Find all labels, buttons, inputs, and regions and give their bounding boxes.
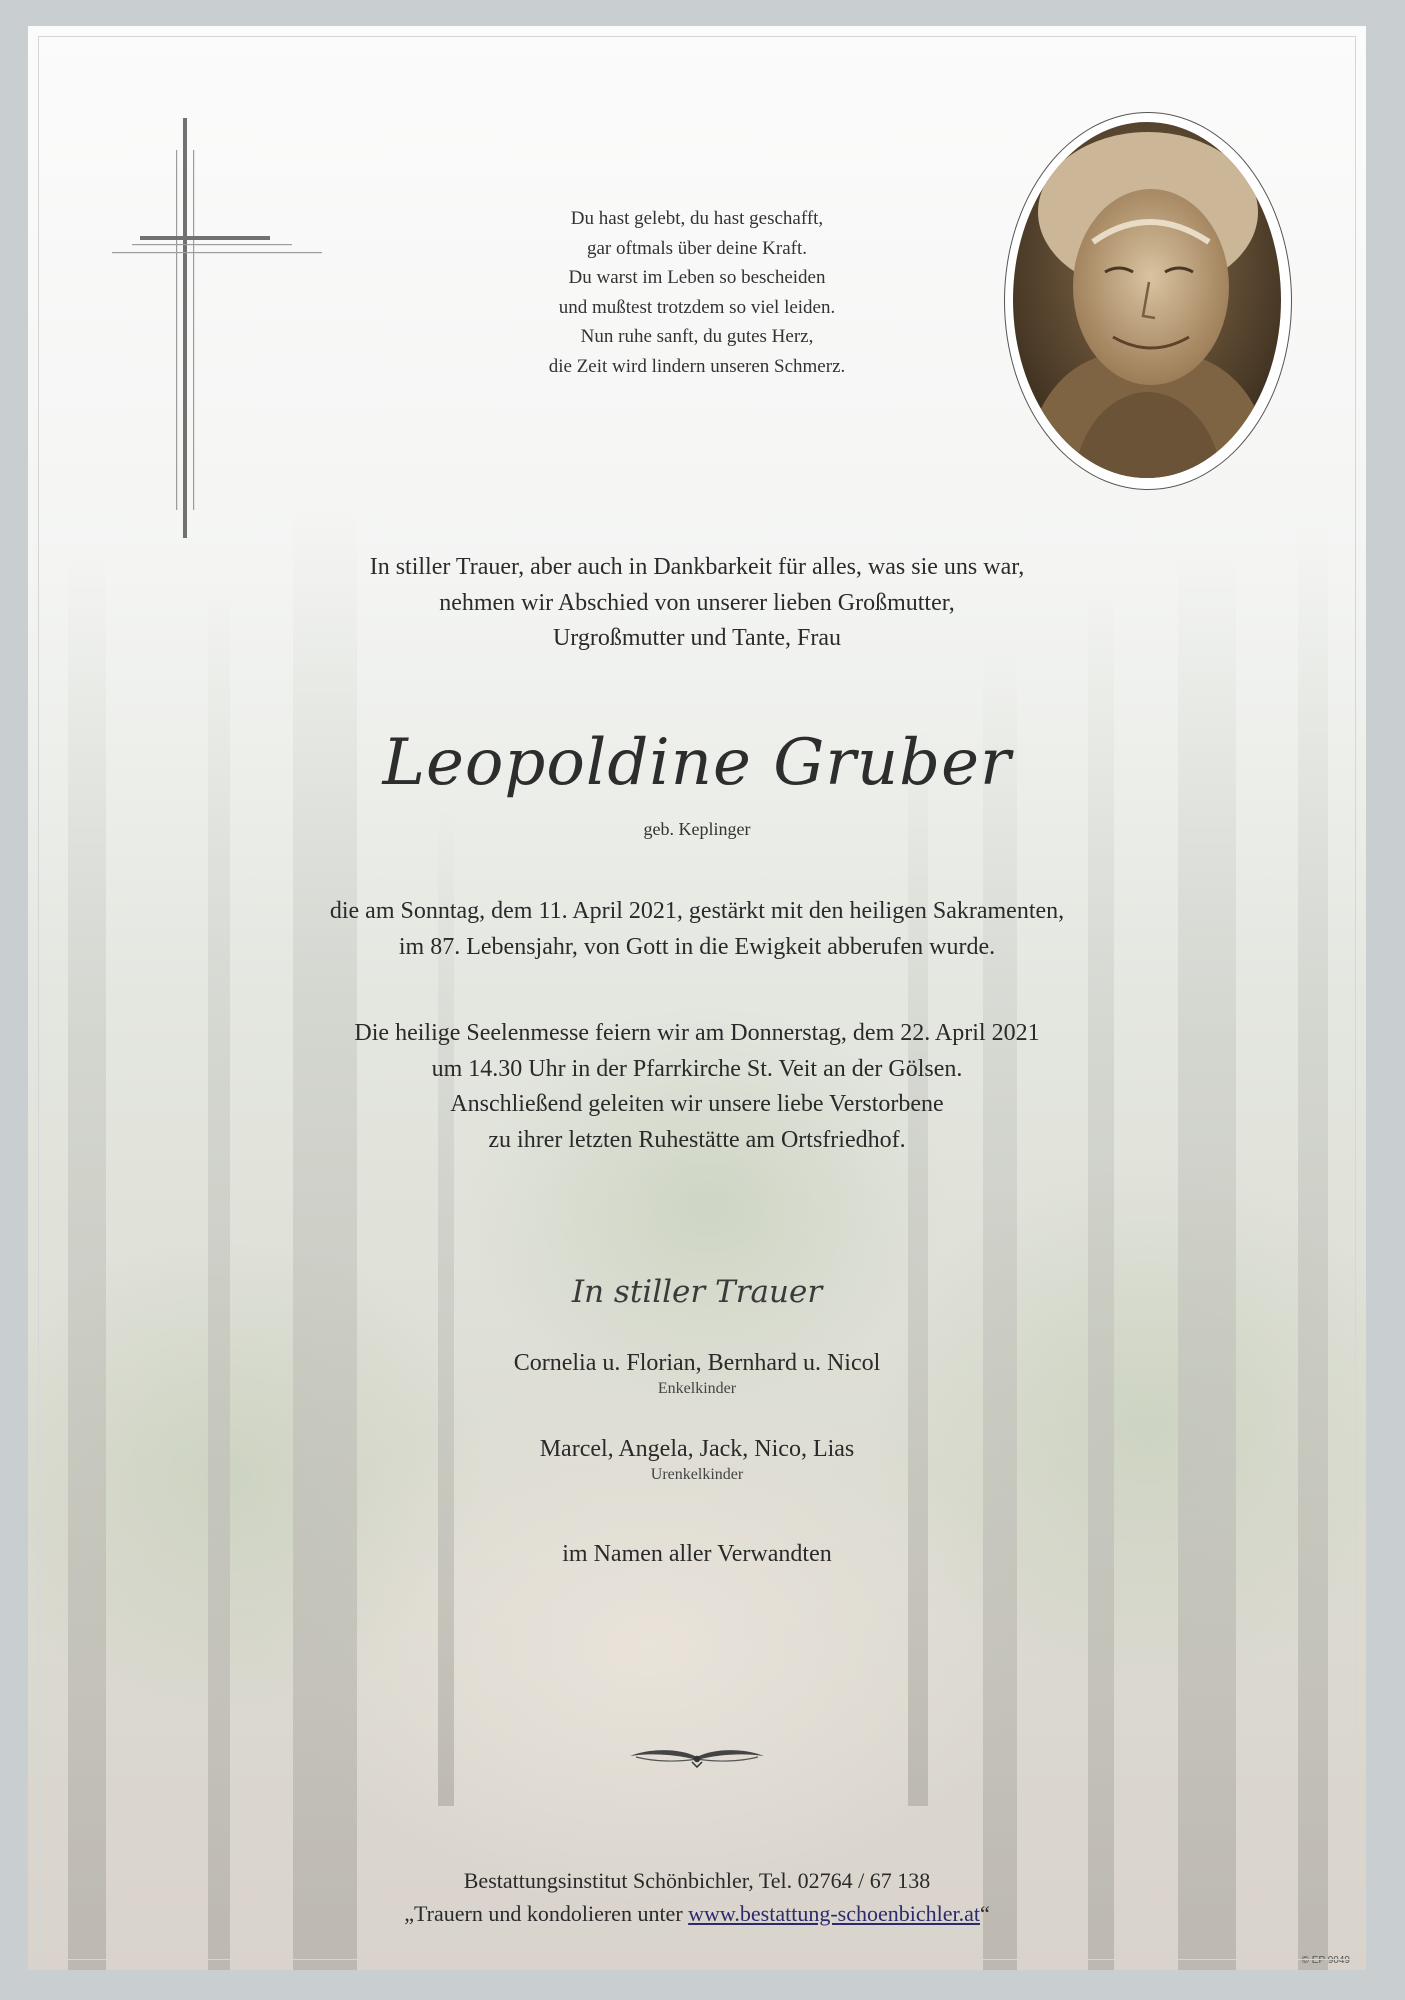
poem-line: und mußtest trotzdem so viel leiden. [558,296,836,318]
intro-line: In stiller Trauer, aber auch in Dankbarkeit für alles, was sie uns war, [369,554,1025,580]
condolence-line [28,1897,1366,1930]
funeral-line: um 14.30 Uhr in der Pfarrkirche St. Veit an der Gölsen. [431,1055,963,1082]
funeral-home-contact: Bestattungsinstitut Schönbichler, Tel. 02764 / 67 138 [463,1868,931,1893]
funeral-details [28,1016,1366,1158]
condolence-link[interactable]: www.bestattung-schoenbichler.at [688,1901,980,1926]
mourning-heading: In stiller Trauer [571,1274,823,1310]
print-code: © EP 9049 [1301,1955,1350,1966]
maiden-name: geb. Keplinger [643,819,751,839]
poem-line: Nun ruhe sanft, du gutes Herz, [580,326,814,347]
mourner-role: Enkelkinder [657,1380,737,1397]
condolence-prefix: „Trauern und kondolieren unter [404,1901,689,1926]
leaf-ornament-icon [630,1746,764,1768]
funeral-line: zu ihrer letzten Ruhestätte am Ortsfriedhof. [488,1126,906,1153]
closing-line: im Namen aller Verwandten [562,1541,832,1567]
funeral-line: Die heilige Seelenmesse feiern wir am Donnerstag, dem 22. April 2021 [354,1020,1040,1046]
poem-line: gar oftmals über deine Kraft. [587,237,807,259]
deceased-name: Leopoldine Gruber [382,726,1012,800]
funeral-line: Anschließend geleiten wir unsere liebe Verstorbene [450,1091,944,1117]
footer [28,1864,1366,1930]
mourner-names: Marcel, Angela, Jack, Nico, Lias [539,1436,855,1462]
mourner-names: Cornelia u. Florian, Bernhard u. Nicol [513,1350,881,1376]
poem-line: die Zeit wird lindern unseren Schmerz. [548,355,846,377]
obituary-page [28,26,1366,1970]
death-notice [28,894,1366,965]
poem-line: Du warst im Leben so bescheiden [568,267,826,288]
poem-line: Du hast gelebt, du hast geschafft, [570,208,824,229]
intro-line: nehmen wir Abschied von unserer lieben Großmutter, [439,589,955,616]
condolence-suffix: “ [979,1901,990,1926]
mourner-group [28,1348,1366,1400]
intro-line: Urgroßmutter und Tante, Frau [552,625,842,651]
intro-text [28,550,1366,657]
death-line: die am Sonntag, dem 11. April 2021, gestärkt mit den heiligen Sakramenten, [329,898,1065,924]
poem [28,204,1366,381]
death-line: im 87. Lebensjahr, von Gott in die Ewigkeit abberufen wurde. [398,933,996,960]
mourner-role: Urenkelkinder [650,1466,744,1483]
mourner-group [28,1434,1366,1486]
